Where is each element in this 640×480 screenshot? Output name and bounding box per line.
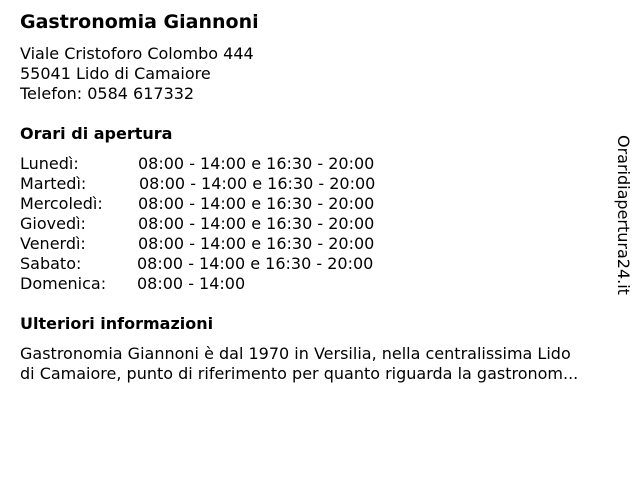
time-range: 08:00 - 14:00 e 16:30 - 20:00	[137, 254, 374, 273]
site-brand-vertical	[612, 135, 634, 310]
address-block	[20, 44, 254, 104]
time-range: 08:00 - 14:00 e 16:30 - 20:00	[138, 234, 375, 253]
day-label: Lunedì:	[20, 154, 79, 173]
time-range: 08:00 - 14:00 e 16:30 - 20:00	[138, 194, 375, 213]
day-label: Giovedì:	[20, 214, 86, 233]
phone-number: Telefon: 0584 617332	[20, 84, 195, 103]
site-brand-text: Oraridiapertura24.it	[614, 135, 633, 295]
opening-hours-heading: Orari di apertura	[20, 124, 173, 143]
description-line: Gastronomia Giannoni è dal 1970 in Versilia, nella centralissima Lido	[20, 344, 571, 363]
description-line: di Camaiore, punto di riferimento per quanto riguarda la gastronom...	[20, 364, 579, 383]
more-info-heading: Ulteriori informazioni	[20, 314, 214, 333]
day-label: Martedì:	[20, 174, 87, 193]
day-label: Domenica:	[20, 274, 107, 293]
address-street: Viale Cristoforo Colombo 444	[20, 44, 254, 63]
time-range: 08:00 - 14:00 e 16:30 - 20:00	[139, 174, 376, 193]
day-label: Sabato:	[20, 254, 82, 273]
time-range: 08:00 - 14:00	[137, 274, 246, 293]
business-description	[20, 344, 630, 384]
business-name: Gastronomia Giannoni	[20, 11, 259, 33]
address-city: 55041 Lido di Camaiore	[20, 64, 211, 83]
day-label: Mercoledì:	[20, 194, 103, 213]
time-range: 08:00 - 14:00 e 16:30 - 20:00	[138, 154, 375, 173]
time-range: 08:00 - 14:00 e 16:30 - 20:00	[138, 214, 375, 233]
day-label: Venerdì:	[20, 234, 86, 253]
